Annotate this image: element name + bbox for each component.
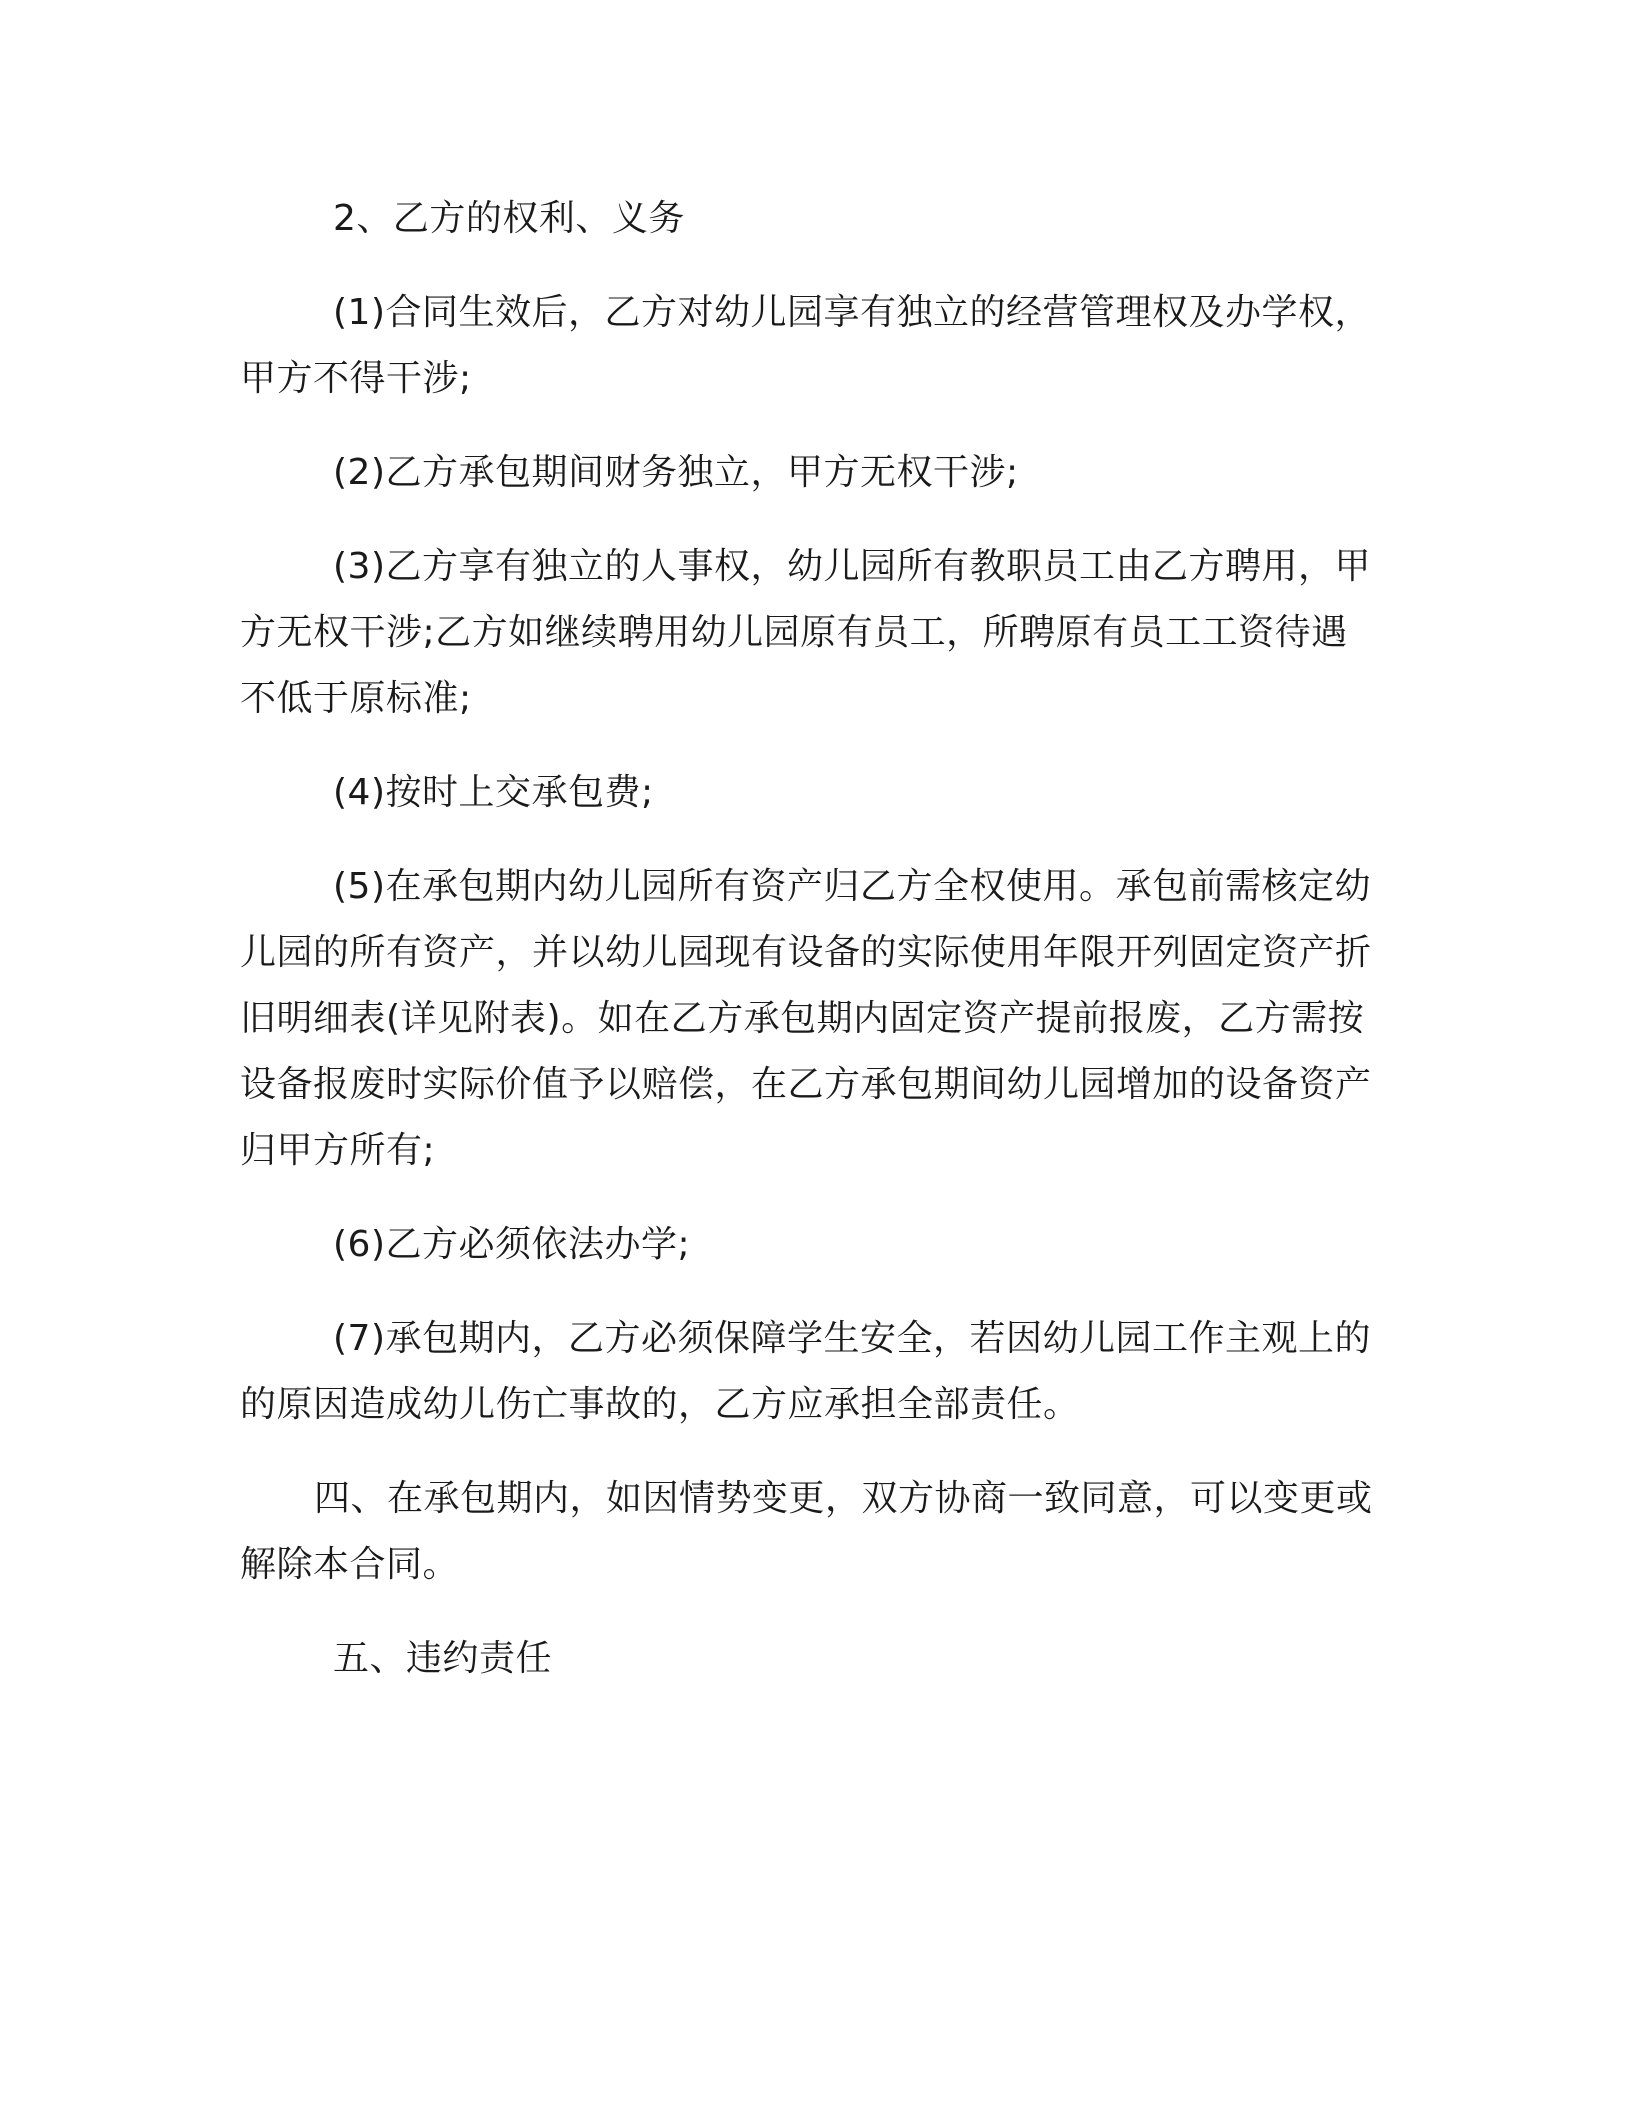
clause-1-management-rights: (1)合同生效后，乙方对幼儿园享有独立的经营管理权及办学权，甲方不得干涉; [240,292,1371,399]
clause-4-contract-fee: (4)按时上交承包费; [333,772,654,813]
clause-6-lawful-operation: (6)乙方必须依法办学; [333,1224,691,1265]
clause-3-personnel-rights: (3)乙方享有独立的人事权，幼儿园所有教职员工由乙方聘用，甲方无权干涉;乙方如继续聘用幼儿园原有员工，所聘原有员工工资待遇不低于原标准; [240,546,1371,719]
section-heading-rights-obligations: 2、乙方的权利、义务 [333,198,685,239]
section-4-contract-change: 四、在承包期内，如因情势变更，双方协商一致同意，可以变更或解除本合同。 [240,1478,1373,1585]
clause-7-student-safety: (7)承包期内，乙方必须保障学生安全，若因幼儿园工作主观上的的原因造成幼儿伤亡事故的，乙方应承担全部责任。 [240,1318,1371,1425]
document-body [240,186,1375,1692]
clause-5-asset-usage: (5)在承包期内幼儿园所有资产归乙方全权使用。承包前需核定幼儿园的所有资产，并以幼儿园现有设备的实际使用年限开列固定资产折旧明细表(详见附表)。如在乙方承包期内固定资产提前报废，乙方需按设备报废时实际价值予以赔偿，在乙方承包期间幼儿园增加的设备资产归甲方所有; [240,866,1372,1171]
clause-2-financial-independence: (2)乙方承包期间财务独立，甲方无权干涉; [333,452,1019,493]
section-5-breach-liability: 五、违约责任 [333,1638,553,1679]
